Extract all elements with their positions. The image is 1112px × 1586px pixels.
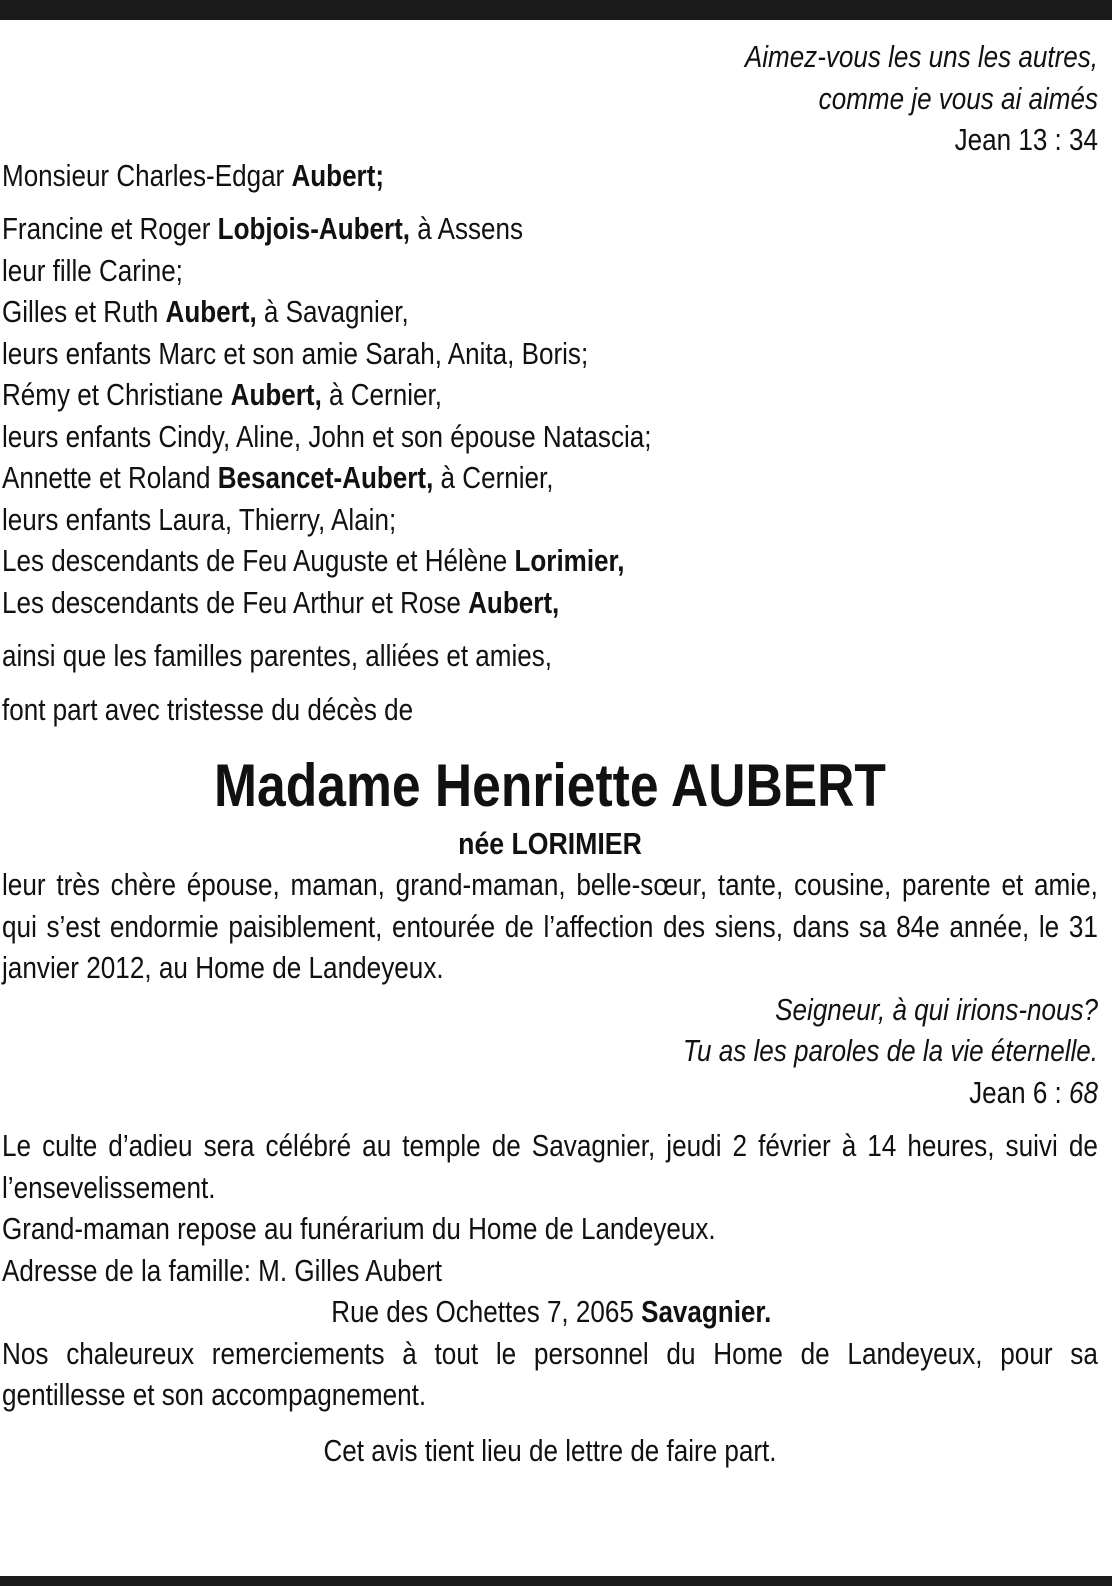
- family-surname: Aubert;: [291, 157, 385, 193]
- family-surname: Besancet-Aubert,: [217, 460, 434, 495]
- family-location: à Savagnier,: [256, 294, 409, 329]
- address-label: Adresse de la famille: M. Gilles Aubert: [2, 1252, 442, 1288]
- quote-line-2: comme je vous ai aimés: [818, 80, 1098, 116]
- family-list: [2, 155, 1098, 731]
- extended-family-line: ainsi que les familles parentes, alliées et amies,: [2, 638, 553, 673]
- address-city: Savagnier.: [641, 1294, 772, 1329]
- family-members: [2, 208, 1098, 623]
- announcement-line: font part avec tristesse du décès de: [2, 691, 414, 727]
- tribute-paragraph: [2, 864, 1098, 989]
- family-text: Monsieur Charles-Edgar: [2, 157, 292, 193]
- family-text: leur fille Carine;: [2, 252, 183, 288]
- family-surname: Lobjois-Aubert,: [217, 211, 411, 246]
- family-line: [2, 333, 923, 375]
- family-surname: Aubert,: [468, 584, 560, 620]
- tribute-text: leur très chère épouse, maman, grand-maman, belle-sœur, tante, cousine, parente et amie, qui s’est endormie paisiblement, entourée de l’affection des siens, dans sa 84e année, le 31 janvier 2012, au Home de Landeyeux.: [2, 867, 1098, 985]
- service-text: Le culte d’adieu sera célébré au temple de Savagnier, jeudi 2 février à 14 heures, suivi de l’ensevelissement.: [2, 1128, 1098, 1205]
- family-line: [2, 374, 923, 416]
- second-quote-reference: [177, 1072, 1098, 1114]
- family-text: leurs enfants Cindy, Aline, John et son épouse Natascia;: [2, 418, 652, 454]
- family-location: à Assens: [410, 211, 523, 246]
- family-line: [2, 540, 923, 582]
- header-quote: [2, 36, 1098, 161]
- service-paragraph: [2, 1125, 1098, 1208]
- family-location: à Cernier,: [433, 460, 554, 495]
- second-quote-line-1: Seigneur, à qui irions-nous?: [775, 991, 1098, 1027]
- thanks-text: Nos chaleureux remerciements à tout le personnel du Home de Landeyeux, pour sa gentillesse et son accompagnement.: [2, 1335, 1098, 1412]
- family-line: [2, 291, 923, 333]
- family-line: [2, 208, 923, 250]
- family-text: Annette et Roland: [2, 460, 218, 495]
- obituary-notice: [2, 36, 1098, 1471]
- second-quote-ref-number: 68: [1069, 1074, 1098, 1110]
- address-street-line: [2, 1291, 923, 1333]
- top-rule: [0, 0, 1112, 20]
- family-text: leurs enfants Laura, Thierry, Alain;: [2, 501, 397, 537]
- family-text: Les descendants de Feu Auguste et Hélène: [2, 543, 515, 578]
- thanks-paragraph: [2, 1333, 1098, 1416]
- family-text: Gilles et Ruth: [2, 294, 166, 329]
- rest-line: Grand-maman repose au funérarium du Home de Landeyeux.: [2, 1211, 716, 1246]
- family-line: [2, 457, 923, 499]
- family-text: Rémy et Christiane: [2, 377, 231, 412]
- family-surname: Aubert,: [165, 294, 257, 329]
- family-line: [2, 250, 923, 292]
- quote-line-1: Aimez-vous les uns les autres,: [744, 39, 1098, 74]
- family-text: leurs enfants Marc et son amie Sarah, Anita, Boris;: [2, 335, 589, 371]
- family-text: Francine et Roger: [2, 211, 218, 246]
- family-surname: Lorimier,: [514, 543, 625, 578]
- second-quote: [2, 989, 1098, 1114]
- family-line-husband: [2, 155, 923, 197]
- maiden-name: née LORIMIER: [458, 826, 642, 861]
- closing-line: Cet avis tient lieu de lettre de faire part.: [323, 1432, 777, 1468]
- address-street: Rue des Ochettes 7, 2065: [331, 1294, 642, 1329]
- family-line: [2, 416, 923, 458]
- second-quote-line-2: Tu as les paroles de la vie éternelle.: [683, 1033, 1098, 1068]
- family-surname: Aubert,: [230, 377, 322, 412]
- family-text: Les descendants de Feu Arthur et Rose: [2, 584, 469, 620]
- family-line: [2, 582, 923, 624]
- bottom-rule: [0, 1576, 1112, 1586]
- deceased-name: Madame Henriette AUBERT: [214, 752, 886, 819]
- family-location: à Cernier,: [321, 377, 442, 412]
- second-quote-ref-text: Jean 6 :: [969, 1074, 1070, 1110]
- family-line: [2, 499, 923, 541]
- quote-reference: Jean 13 : 34: [954, 122, 1098, 157]
